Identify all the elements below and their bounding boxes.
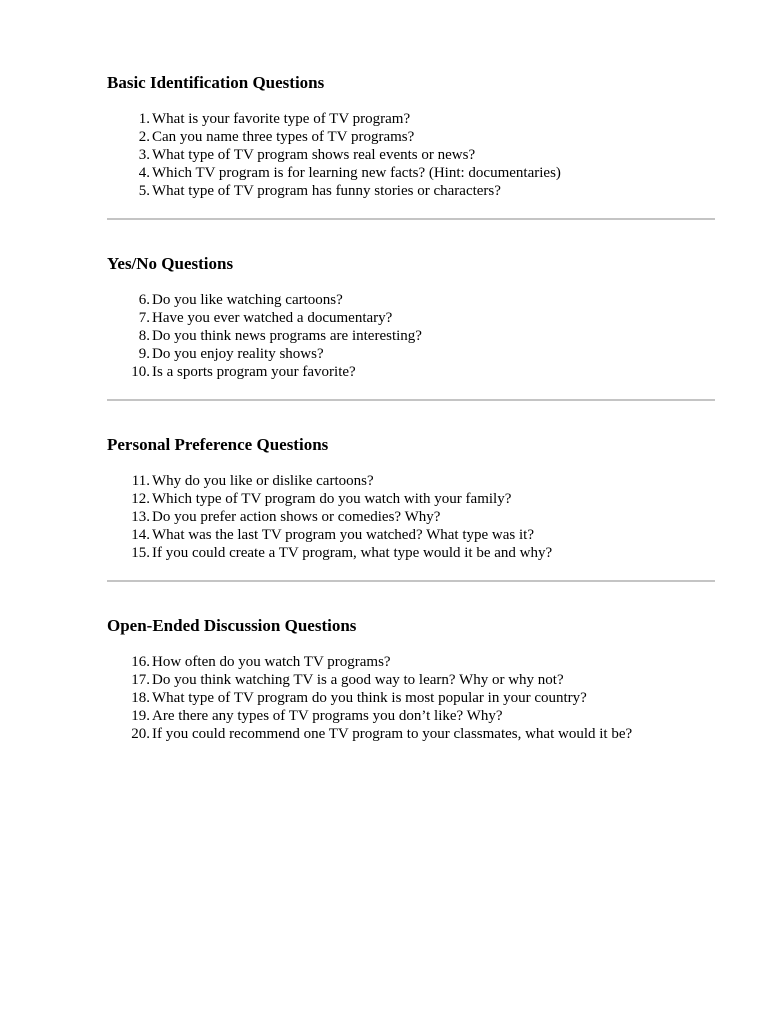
question-item <box>107 182 715 200</box>
question-text: What type of TV program do you think is most popular in your country? <box>152 690 587 706</box>
question-text: Do you prefer action shows or comedies? Why? <box>152 509 441 525</box>
question-number: 2. <box>138 129 150 145</box>
question-number: 19. <box>131 708 150 724</box>
question-item <box>107 345 715 363</box>
question-number: 13. <box>131 509 150 525</box>
question-item <box>107 309 715 327</box>
question-item <box>107 363 715 381</box>
question-number: 6. <box>138 292 150 308</box>
question-text: What type of TV program shows real events or news? <box>152 147 476 163</box>
question-text: What was the last TV program you watched? What type was it? <box>152 527 534 543</box>
question-number: 18. <box>131 690 150 706</box>
question-number: 11. <box>131 473 150 489</box>
question-number: 5. <box>138 183 150 199</box>
question-number: 20. <box>131 726 150 742</box>
question-text: Are there any types of TV programs you don’t like? Why? <box>152 708 503 724</box>
question-item <box>107 653 715 671</box>
question-text: What type of TV program has funny stories or characters? <box>152 183 501 199</box>
question-item <box>107 707 715 725</box>
question-text: What is your favorite type of TV program? <box>152 111 411 127</box>
question-text: Which type of TV program do you watch with your family? <box>152 491 512 507</box>
question-item <box>107 725 715 743</box>
section-heading: Open-Ended Discussion Questions <box>107 616 357 635</box>
question-text: Which TV program is for learning new facts? (Hint: documentaries) <box>152 165 561 181</box>
question-number: 8. <box>138 328 150 344</box>
question-item <box>107 128 715 146</box>
question-text: Why do you like or dislike cartoons? <box>152 473 374 489</box>
question-item <box>107 164 715 182</box>
question-item <box>107 508 715 526</box>
question-text: Do you think watching TV is a good way to learn? Why or why not? <box>152 672 564 688</box>
question-number: 10. <box>131 364 150 380</box>
section-heading: Basic Identification Questions <box>107 73 325 92</box>
question-item <box>107 110 715 128</box>
section-yes-no <box>107 254 715 381</box>
question-number: 17. <box>131 672 150 688</box>
question-list <box>107 110 715 200</box>
question-list <box>107 653 715 743</box>
question-text: How often do you watch TV programs? <box>152 654 391 670</box>
question-number: 7. <box>138 310 150 326</box>
question-item <box>107 146 715 164</box>
question-number: 3. <box>138 147 150 163</box>
question-number: 12. <box>131 491 150 507</box>
section-basic-identification <box>107 73 715 200</box>
section-personal-preference <box>107 435 715 562</box>
question-item <box>107 689 715 707</box>
question-text: Is a sports program your favorite? <box>152 364 356 380</box>
question-text: If you could recommend one TV program to your classmates, what would it be? <box>152 726 633 742</box>
question-item <box>107 544 715 562</box>
section-heading: Yes/No Questions <box>107 254 234 273</box>
question-item <box>107 526 715 544</box>
question-list <box>107 472 715 562</box>
question-text: Have you ever watched a documentary? <box>152 310 393 326</box>
question-number: 9. <box>138 346 150 362</box>
question-text: Can you name three types of TV programs? <box>152 129 415 145</box>
question-item <box>107 327 715 345</box>
question-item <box>107 472 715 490</box>
question-text: Do you like watching cartoons? <box>152 292 343 308</box>
question-item <box>107 291 715 309</box>
question-text: Do you enjoy reality shows? <box>152 346 324 362</box>
question-number: 16. <box>131 654 150 670</box>
question-number: 15. <box>131 545 150 561</box>
section-heading: Personal Preference Questions <box>107 435 329 454</box>
question-list <box>107 291 715 381</box>
section-open-ended-discussion <box>107 616 715 743</box>
section-divider <box>107 399 715 401</box>
question-number: 14. <box>131 527 150 543</box>
question-text: Do you think news programs are interesting? <box>152 328 422 344</box>
question-number: 4. <box>138 165 150 181</box>
question-item <box>107 490 715 508</box>
question-number: 1. <box>138 111 150 127</box>
question-text: If you could create a TV program, what type would it be and why? <box>152 545 553 561</box>
section-divider <box>107 218 715 220</box>
question-item <box>107 671 715 689</box>
section-divider <box>107 580 715 582</box>
